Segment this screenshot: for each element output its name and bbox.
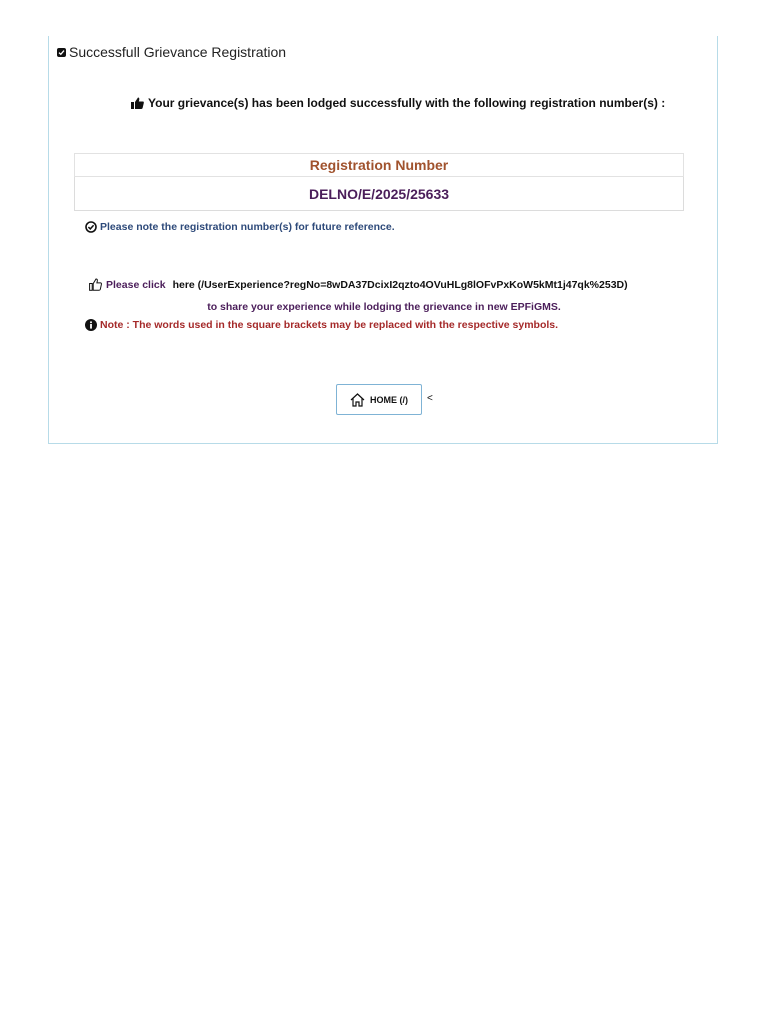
check-square-icon — [57, 48, 66, 57]
click-label: Please click — [106, 278, 166, 291]
share-experience-text: to share your experience while lodging the grievance in new EPFiGMS. — [207, 301, 561, 313]
thumbs-up-outline-icon — [89, 278, 102, 291]
symbol-note — [85, 319, 558, 331]
trailing-text: < — [427, 393, 433, 404]
panel-heading-text: Successfull Grievance Registration — [69, 44, 287, 60]
future-reference-note — [85, 221, 395, 233]
home-button[interactable] — [336, 384, 422, 415]
success-message — [131, 96, 665, 110]
user-experience-link[interactable]: here (/UserExperience?regNo=8wDA37DcixI2qzto4OVuHLg8lOFvPxKoW5kMt1j47qk%253D) — [172, 278, 628, 291]
symbol-note-text: Note : The words used in the square brackets may be replaced with the respective symbols. — [100, 319, 559, 331]
table-header-row — [75, 154, 684, 177]
future-reference-text: Please note the registration number(s) for future reference. — [100, 221, 395, 233]
info-circle-icon — [85, 319, 97, 331]
home-button-label: HOME (/) — [370, 394, 408, 405]
registration-table — [74, 153, 684, 211]
grievance-success-panel — [48, 36, 718, 444]
thumbs-up-icon — [131, 97, 144, 109]
success-message-text: Your grievance(s) has been lodged successfully with the following registration number(s) : — [148, 96, 666, 110]
check-circle-icon — [85, 221, 97, 233]
experience-link-line — [89, 278, 628, 291]
home-icon — [350, 393, 365, 407]
registration-number-header: Registration Number — [75, 154, 684, 177]
panel-heading — [57, 44, 286, 60]
registration-number-value: DELNO/E/2025/25633 — [75, 177, 684, 211]
table-row — [75, 177, 684, 211]
